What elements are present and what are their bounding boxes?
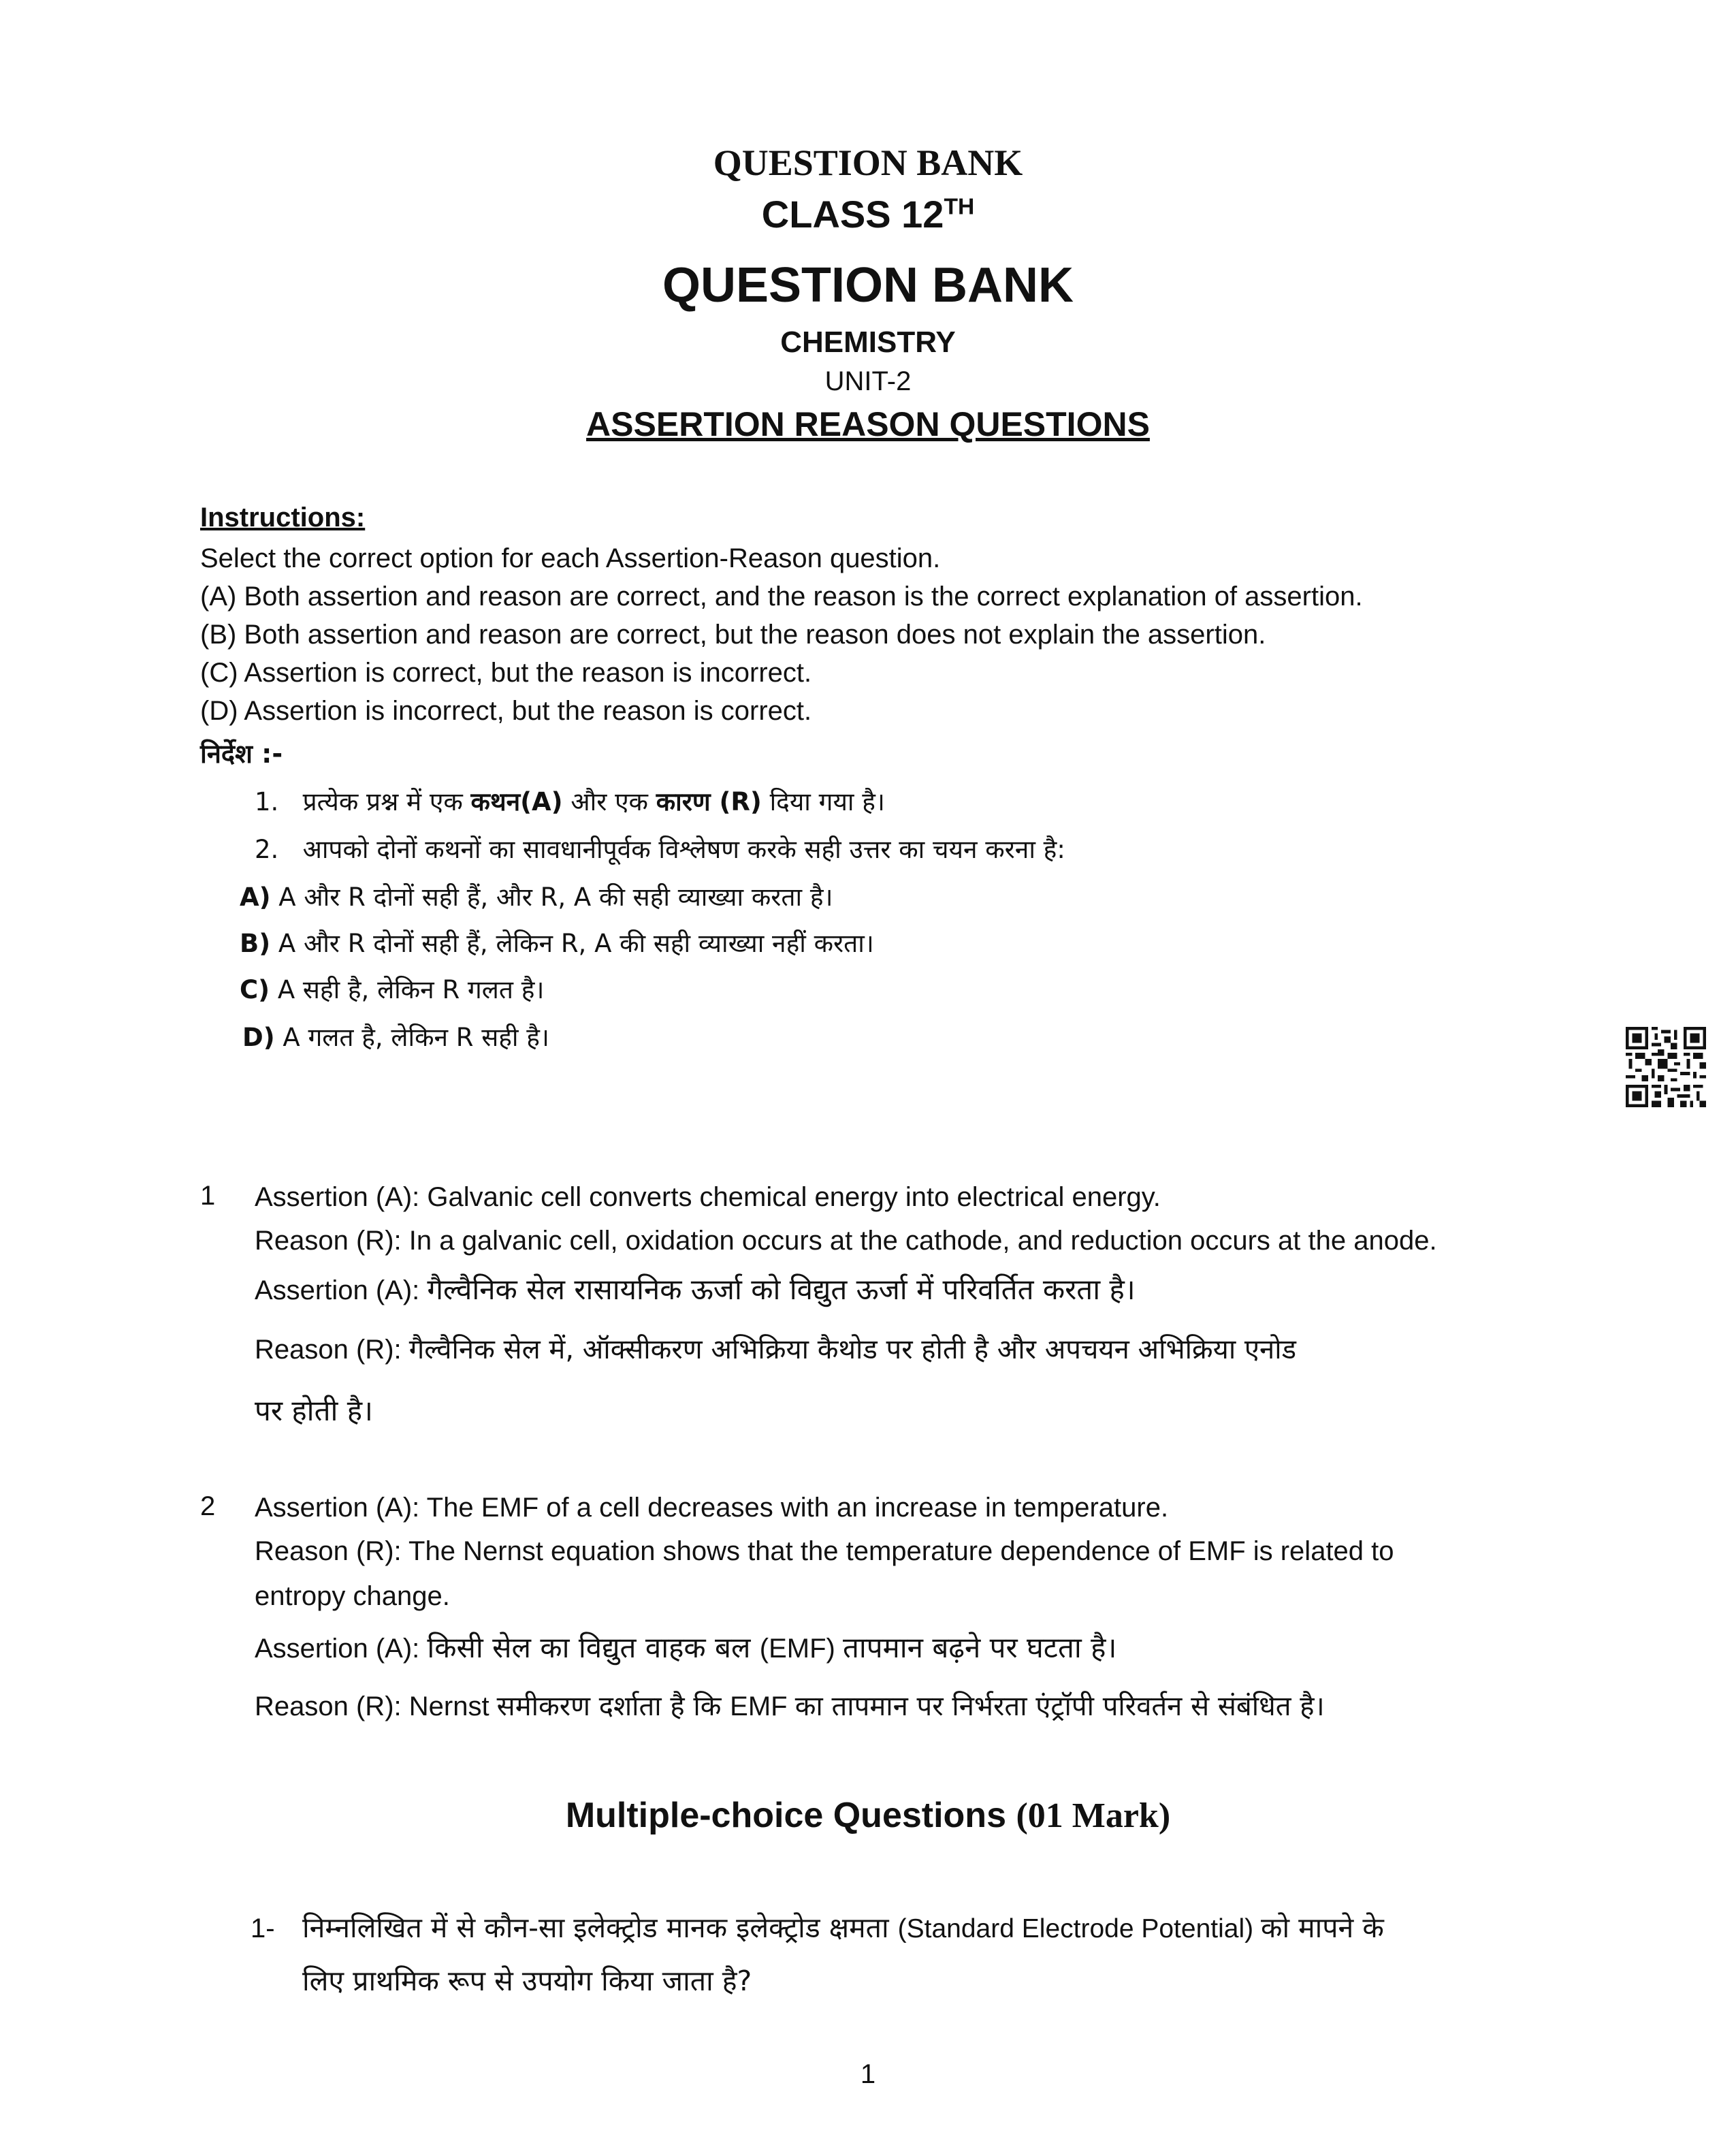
reason-english-continued: entropy change.	[255, 1581, 450, 1611]
question-number: 1	[200, 1181, 216, 1211]
subject-title: CHEMISTRY	[780, 325, 956, 359]
mcq-heading-marks: (01 Mark)	[1016, 1796, 1171, 1835]
hindi-point-1	[255, 783, 885, 818]
main-title: QUESTION BANK	[662, 258, 1074, 313]
class-superscript: TH	[944, 194, 975, 220]
emf-term: (EMF)	[759, 1634, 843, 1664]
hindi-option-a	[240, 878, 833, 913]
point-text: आपको दोनों कथनों का सावधानीपूर्वक विश्लेषण करके सही उत्तर का चयन करना है:	[302, 835, 1065, 864]
point-text: और एक	[562, 787, 656, 816]
reason-english: Reason (R): The Nernst equation shows that the temperature dependence of EMF is related to	[255, 1536, 1394, 1566]
hindi-option-c	[240, 971, 544, 1006]
instructions-heading: Instructions:	[200, 503, 366, 533]
mcq-question-number: 1-	[251, 1913, 275, 1943]
option-label: A)	[240, 883, 271, 912]
assertion-hindi	[255, 1269, 1136, 1308]
option-text: A और R दोनों सही हैं, लेकिन R, A की सही व्याख्या नहीं करता।	[270, 929, 874, 958]
assertion-english: Assertion (A): Galvanic cell converts chemical energy into electrical energy.	[255, 1182, 1161, 1212]
point-text: दिया गया है।	[761, 787, 885, 816]
mcq-heading	[0, 1795, 1736, 1836]
qr-code-icon	[1626, 1027, 1706, 1107]
assertion-term: कथन(A)	[470, 787, 563, 816]
assertion-english: Assertion (A): The EMF of a cell decreases with an increase in temperature.	[255, 1493, 1169, 1523]
mcq-hindi-text: को मापने के	[1260, 1911, 1384, 1944]
emf-term: EMF	[730, 1691, 795, 1721]
reason-hindi-text: गैल्वैनिक सेल में, ऑक्सीकरण अभिक्रिया कैथोड पर होती है और अपचयन अभिक्रिया एनोड	[408, 1334, 1297, 1365]
section-title: ASSERTION REASON QUESTIONS	[586, 405, 1150, 443]
reason-hindi-text: का तापमान पर निर्भरता एंट्रॉपी परिवर्तन से संबंधित है।	[794, 1691, 1325, 1722]
reason-hindi	[255, 1686, 1325, 1723]
reason-hindi-continued: पर होती है।	[255, 1394, 373, 1427]
option-text: A गलत है, लेकिन R सही है।	[274, 1023, 549, 1052]
instruction-line: (A) Both assertion and reason are correct, and the reason is the correct explanation of assertion.	[200, 582, 1363, 611]
reason-prefix: Reason (R):	[255, 1335, 409, 1365]
mcq-english-term: (Standard Electrode Potential)	[897, 1914, 1261, 1943]
reason-hindi	[255, 1329, 1296, 1367]
instruction-line: (C) Assertion is correct, but the reason is incorrect.	[200, 658, 812, 688]
assertion-hindi-text: गैल्वैनिक सेल रासायनिक ऊर्जा को विद्युत ऊर्जा में परिवर्तित करता है।	[427, 1273, 1136, 1306]
hindi-instructions-heading: निर्देश :-	[200, 739, 283, 769]
class-label	[0, 192, 1736, 236]
hindi-option-b	[240, 925, 874, 959]
instruction-line: (D) Assertion is incorrect, but the reason is correct.	[200, 696, 812, 726]
point-number: 1.	[255, 787, 279, 816]
assertion-hindi-text: तापमान बढ़ने पर घटता है।	[842, 1631, 1117, 1664]
reason-term: कारण (R)	[656, 787, 762, 816]
option-label: C)	[240, 975, 270, 1004]
reason-prefix: Reason (R): Nernst	[255, 1691, 497, 1721]
mcq-hindi-text: निम्नलिखित में से कौन-सा इलेक्ट्रोड मानक इलेक्ट्रोड क्षमता	[302, 1911, 898, 1944]
assertion-prefix: Assertion (A):	[255, 1634, 428, 1664]
mcq-question-text-continued: लिए प्राथमिक रूप से उपयोग किया जाता है?	[302, 1965, 752, 1997]
instruction-line: (B) Both assertion and reason are correct, but the reason does not explain the assertion.	[200, 620, 1266, 650]
reason-hindi-text: समीकरण दर्शाता है कि	[496, 1691, 730, 1722]
mcq-heading-text: Multiple-choice Questions	[565, 1796, 1016, 1835]
reason-english: Reason (R): In a galvanic cell, oxidation occurs at the cathode, and reduction occurs at the anode.	[255, 1226, 1437, 1256]
hindi-point-2	[255, 831, 1065, 865]
top-title: QUESTION BANK	[713, 142, 1023, 183]
option-label: B)	[240, 929, 271, 958]
mcq-question-text	[302, 1908, 1384, 1946]
assertion-hindi	[255, 1627, 1116, 1666]
class-text: CLASS 12	[761, 193, 944, 236]
page-number: 1	[860, 2059, 876, 2089]
option-text: A सही है, लेकिन R गलत है।	[270, 975, 545, 1004]
question-number: 2	[200, 1491, 216, 1521]
point-number: 2.	[255, 835, 279, 864]
assertion-hindi-text: किसी सेल का विद्युत वाहक बल	[427, 1631, 760, 1664]
option-label: D)	[242, 1023, 275, 1052]
option-text: A और R दोनों सही हैं, और R, A की सही व्याख्या करता है।	[270, 883, 833, 912]
instruction-line: Select the correct option for each Assertion-Reason question.	[200, 543, 941, 573]
point-text: प्रत्येक प्रश्न में एक	[302, 787, 471, 816]
unit-label: UNIT-2	[824, 366, 912, 396]
assertion-prefix: Assertion (A):	[255, 1275, 428, 1305]
hindi-option-d	[242, 1019, 549, 1053]
